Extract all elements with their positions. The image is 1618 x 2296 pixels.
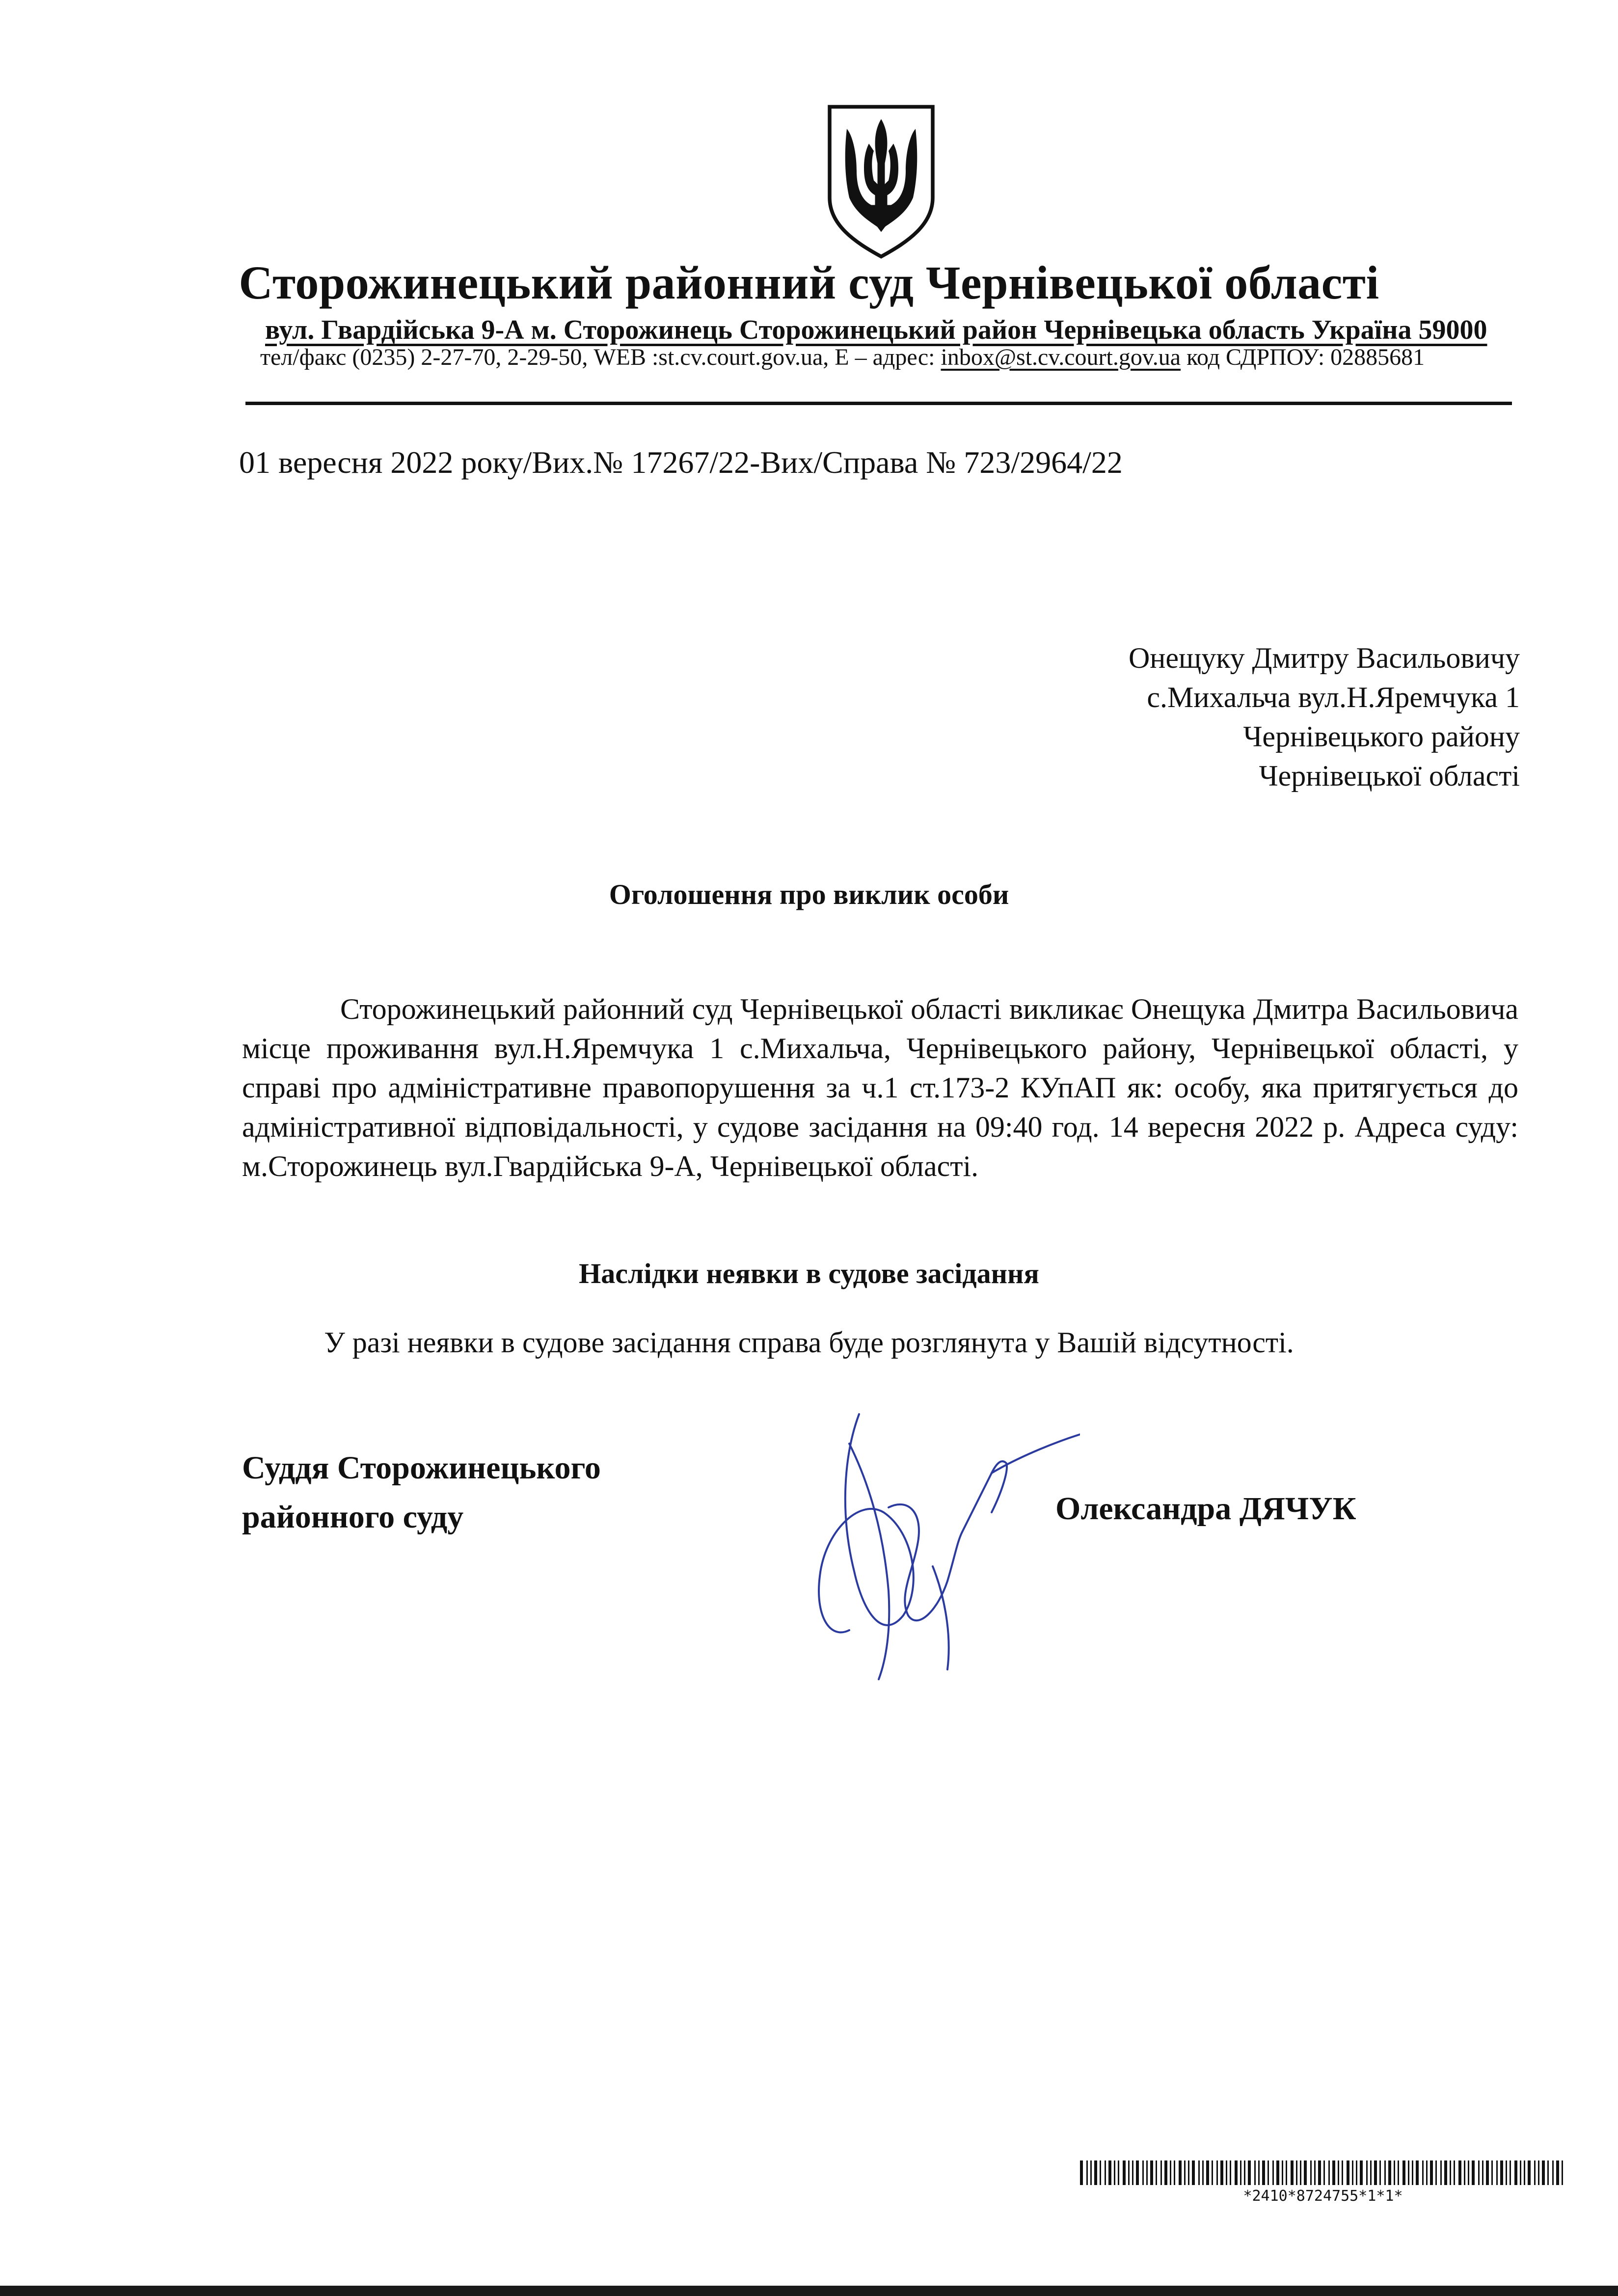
announcement-heading: Оголошення про виклик особи — [609, 878, 1009, 910]
handwritten-signature — [785, 1385, 1080, 1704]
addressee-street: с.Михальча вул.Н.Яремчука 1 — [1147, 681, 1520, 713]
judge-title-line-1: Суддя Сторожинецького — [242, 1450, 601, 1486]
court-contacts — [260, 344, 1425, 371]
court-name: Сторожинецький районний суд Чернівецької області — [239, 256, 1379, 309]
header-divider — [245, 402, 1512, 405]
judge-title — [242, 1444, 601, 1542]
email-link[interactable]: inbox@st.cv.court.gov.ua — [941, 344, 1181, 370]
addressee-region: Чернівецької області — [1259, 760, 1520, 792]
consequences-heading: Наслідки неявки в судове засідання — [579, 1257, 1039, 1289]
judge-title-line-2: районного суду — [242, 1499, 464, 1535]
barcode-number: *2410*8724755*1*1* — [1243, 2187, 1403, 2205]
judge-name: Олександра ДЯЧУК — [1055, 1491, 1356, 1527]
contacts-edrpou: код СДРПОУ: 02885681 — [1181, 344, 1425, 370]
court-address: вул. Гвардійська 9-А м. Сторожинець Сторожинецький район Чернівецька область Україна 59000 — [265, 315, 1487, 345]
addressee-block — [1129, 638, 1520, 795]
addressee-district: Чернівецького району — [1243, 720, 1520, 753]
addressee-name: Онещуку Дмитру Васильовичу — [1128, 642, 1520, 674]
announcement-body: Сторожинецький районний суд Чернівецької області викликає Онещука Дмитра Васильовича місце проживання вул.Н.Яремчука 1 с.Михальча, Чернівецького району, Чернівецької області, у справі про адміністративне правопорушення за ч.1 ст.173-2 КУпАП як: особу, яка притягується до адміністративної відповідальності, у судове засідання на 09:40 год. 14 вересня 2022 р. Адреса суду: м.Сторожинець вул.Гвардійська 9-А, Чернівецької області. — [242, 993, 1518, 1182]
consequences-text: У разі неявки в судове засідання справа буде розглянута у Вашій відсутності. — [324, 1326, 1294, 1359]
outgoing-reference: 01 вересня 2022 року/Вих.№ 17267/22-Вих/Справа № 723/2964/22 — [239, 445, 1123, 480]
barcode-icon — [1080, 2160, 1566, 2185]
coat-of-arms-icon — [820, 101, 943, 263]
scan-bottom-edge — [0, 2286, 1618, 2296]
contacts-phone-web: тел/факс (0235) 2-27-70, 2-29-50, WEB :st.cv.court.gov.ua, E – адрес: — [260, 344, 941, 370]
